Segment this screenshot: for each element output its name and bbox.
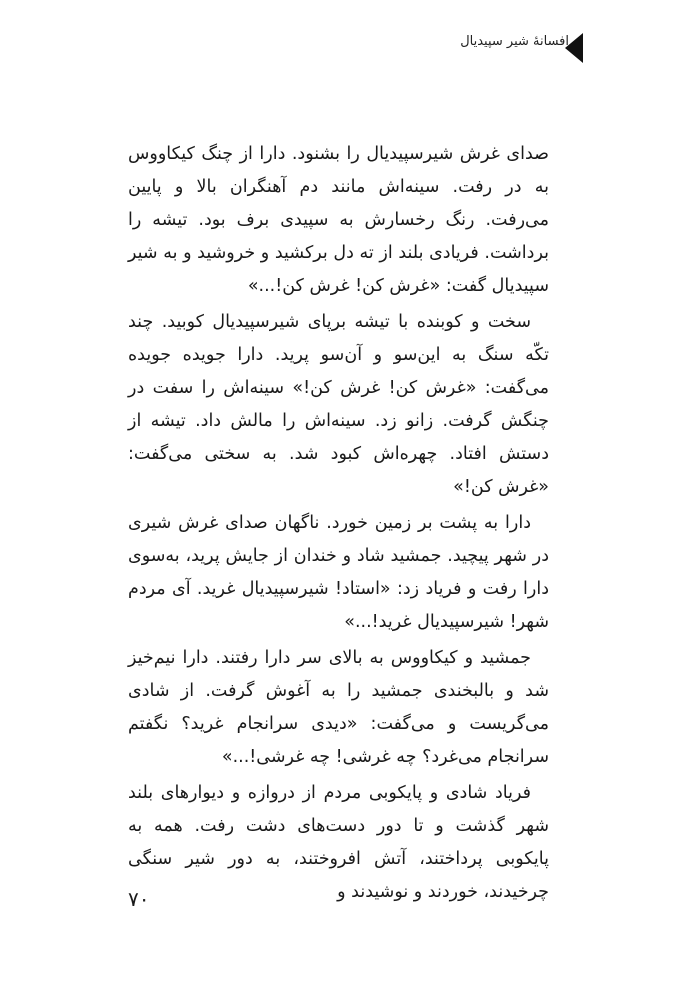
running-header: افسانهٔ شیر سپیدیال — [460, 34, 569, 49]
body-text — [128, 138, 549, 912]
paragraph-3: دارا به پشت بر زمین خورد. ناگهان صدای غرش شیری در شهر پیچید. جمشید شاد و خندان از جایش پرید، به‌سوی دارا رفت و فریاد زد: «استاد! شیرسپیدیال غرید. آی مردم شهر! شیرسپیدیال غرید!...» — [128, 513, 549, 632]
page-number: ۷۰ — [128, 887, 150, 911]
paragraph-4: جمشید و کیکاووس به بالای سر دارا رفتند. دارا نیم‌خیز شد و بالبخندی جمشید را به آغوش گرفت. از شادی می‌گریست و می‌گفت: «دیدی سرانجام غرید؟ نگفتم سرانجام می‌غرد؟ چه غرشی! چه غرشی!...» — [128, 648, 549, 767]
paragraph-2: سخت و کوبنده با تیشه برپای شیرسپیدیال کوبید. چند تکّه سنگ به این‌سو و آن‌سو پرید. دارا جویده جویده می‌گفت: «غرش کن! غرش کن!» سینه‌اش را سفت در چنگش گرفت. زانو زد. سینه‌اش را مالش داد. تیشه از دستش افتاد. چهره‌اش کبود شد. به سختی می‌گفت: «غرش کن!» — [128, 312, 549, 497]
paragraph-5: فریاد شادی و پایکوبی مردم از دروازه و دیوارهای بلند شهر گذشت و تا دور دست‌های دشت رفت. همه به پایکوبی پرداختند، آتش افروختند، به دور شیر سنگی چرخیدند، خوردند و نوشیدند و — [128, 783, 549, 902]
paragraph-1: صدای غرش شیرسپیدیال را بشنود. دارا از چنگ کیکاووس به در رفت. سینه‌اش مانند دم آهنگران بالا و پایین می‌رفت. رنگ رخسارش به سپیدی برف بود. تیشه را برداشت. فریادی بلند از ته دل برکشید و خروشید و به شیر سپیدیال گفت: «غرش کن! غرش کن!...» — [128, 144, 549, 296]
